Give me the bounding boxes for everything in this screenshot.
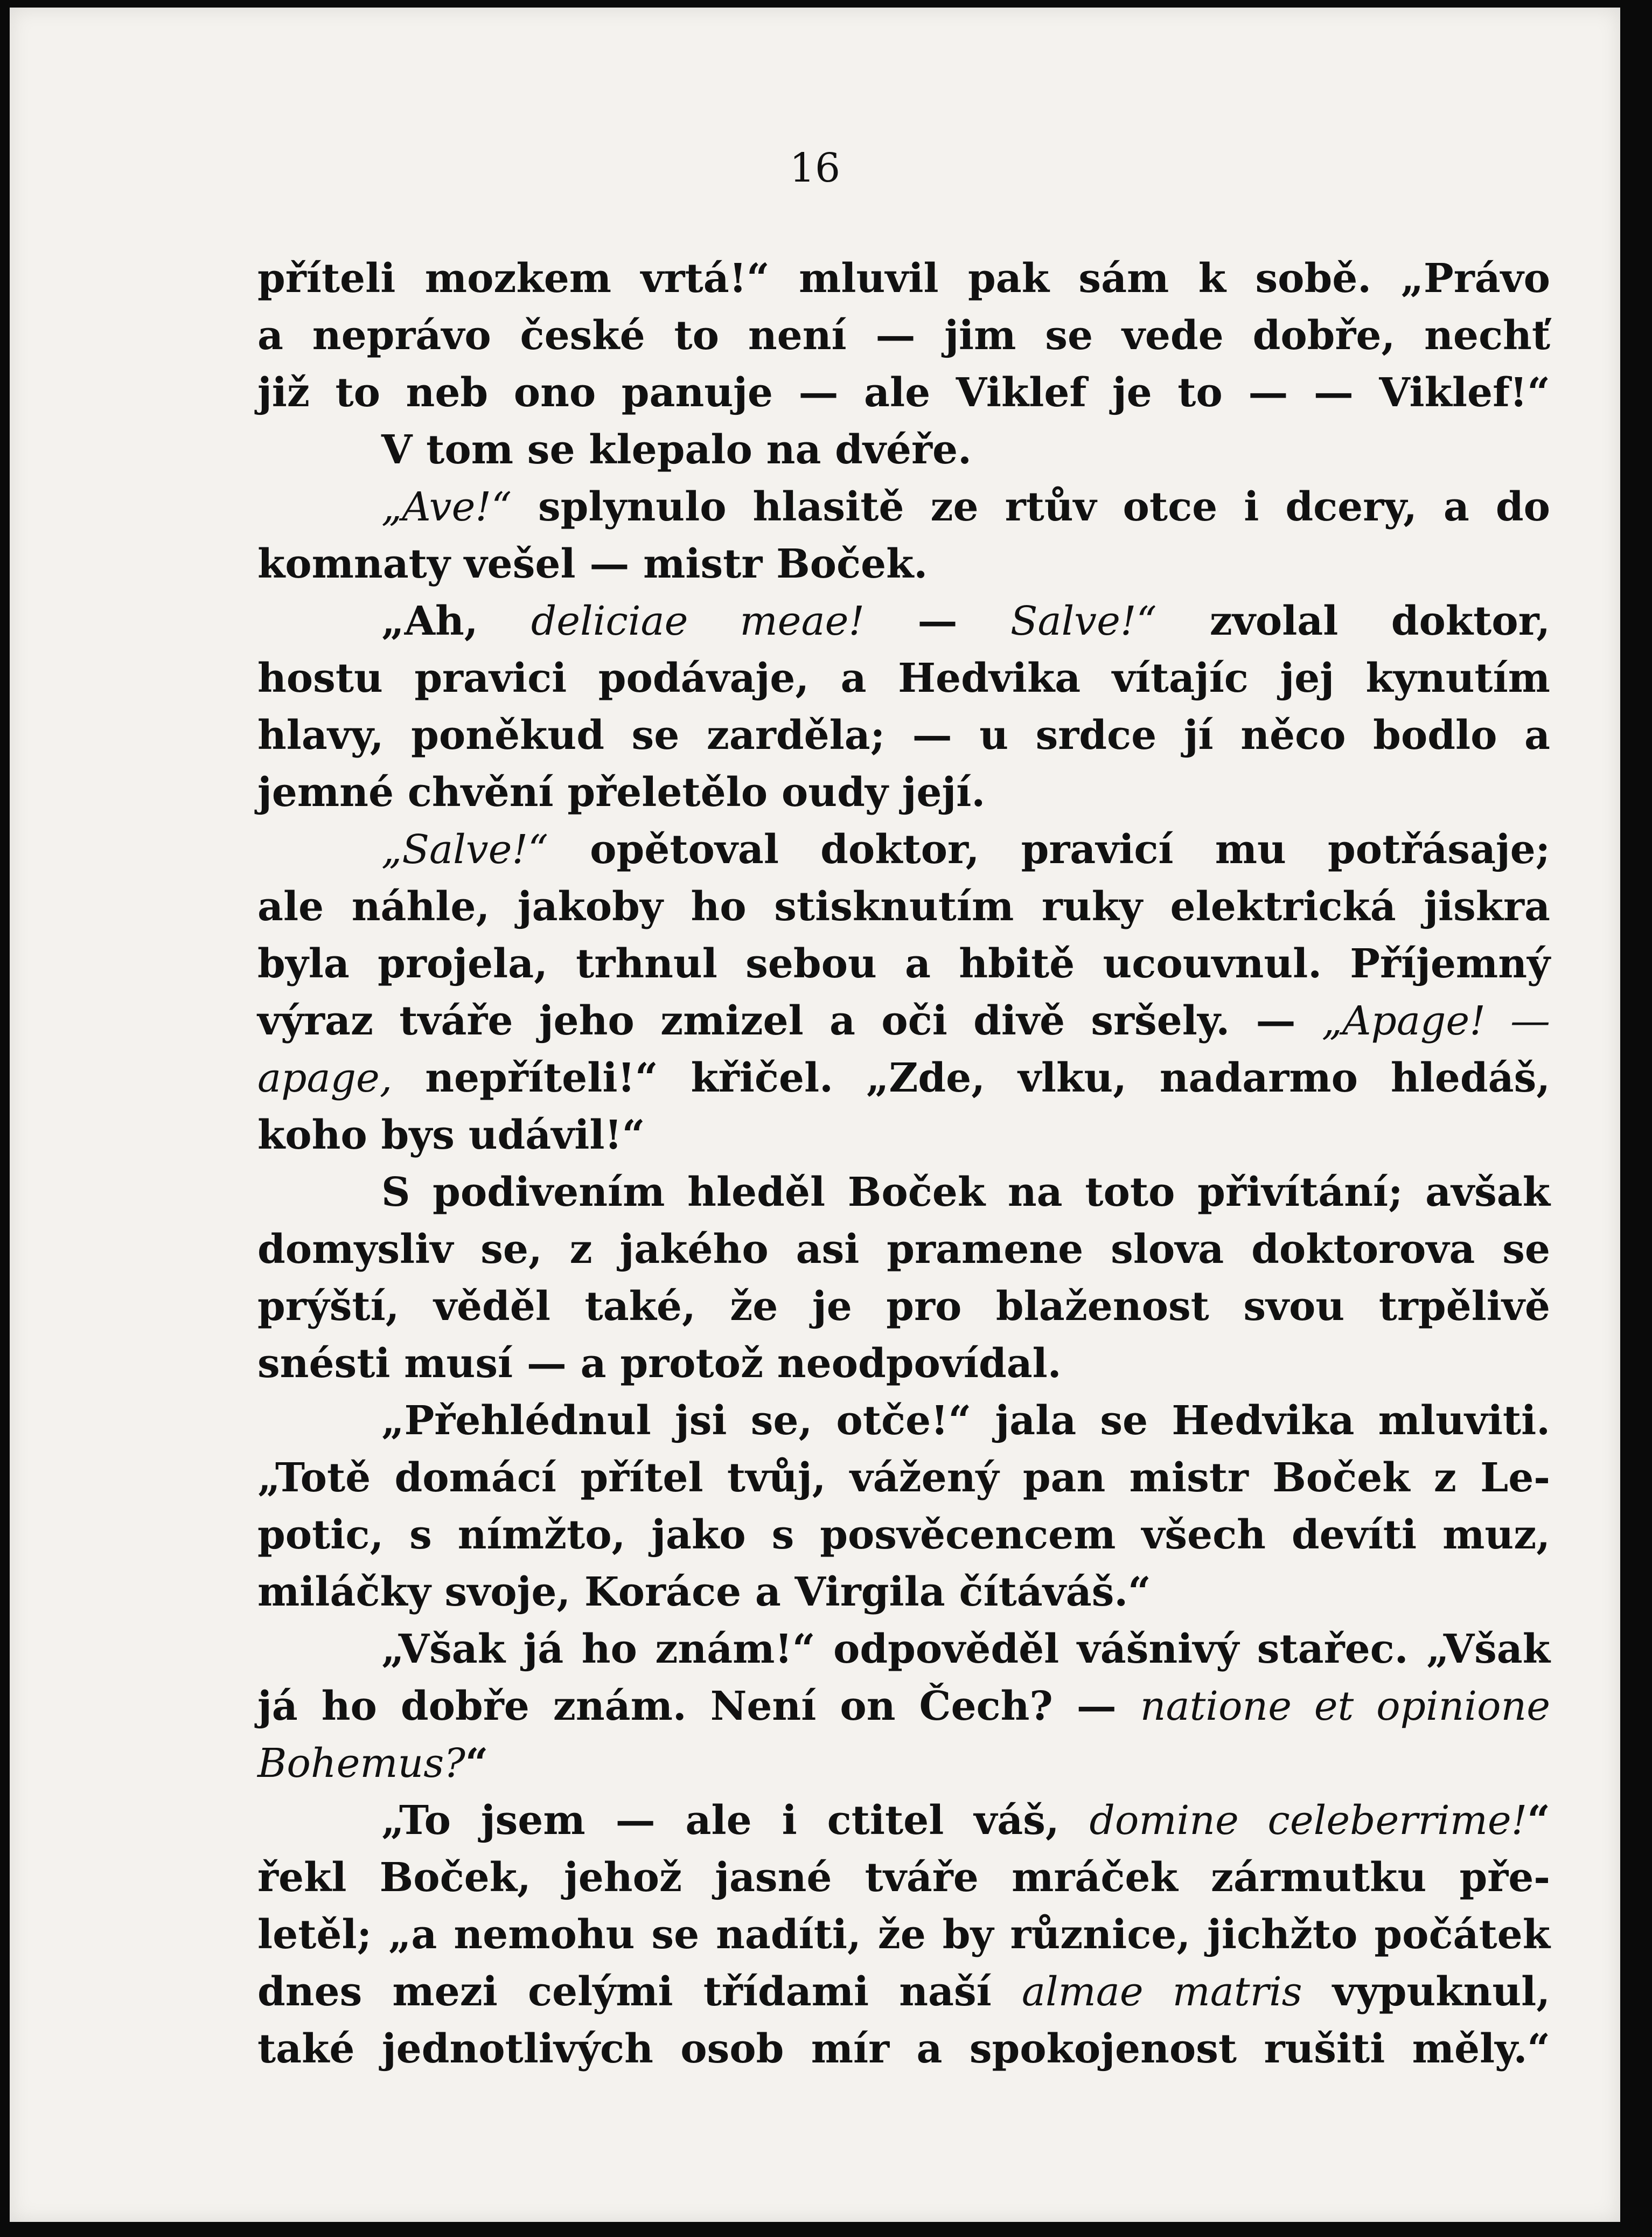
text-line <box>257 707 1550 764</box>
text-segment: S podivením hleděl Boček na toto přivítání; avšak <box>381 1169 1550 1215</box>
text-segment: ale náhle, jakoby ho stisknutím ruky elektrická jiskra <box>257 884 1550 930</box>
text-line <box>257 1735 1550 1792</box>
text-line <box>257 1449 1550 1506</box>
text-line <box>257 421 1550 478</box>
text-segment: „Přehlédnul jsi se, otče!“ jala se Hedvika mluviti. <box>381 1398 1550 1444</box>
text-segment: „Totě domácí přítel tvůj, vážený pan mistr Boček z Le- <box>257 1455 1550 1501</box>
text-line <box>257 935 1550 992</box>
italic-text: „Apage! — <box>1321 998 1550 1044</box>
text-line <box>257 1849 1550 1906</box>
text-line <box>257 764 1550 821</box>
text-line <box>257 478 1550 536</box>
text-segment: příteli mozkem vrtá!“ mluvil pak sám k sobě. „Právo <box>257 255 1550 302</box>
text-line <box>257 1392 1550 1449</box>
italic-text: deliciae meae! <box>531 598 865 644</box>
italic-text: Salve!“ <box>1010 598 1157 644</box>
text-segment: „Ah, <box>381 598 531 644</box>
italic-text: almae matris <box>1021 1969 1302 2015</box>
text-line <box>257 250 1550 307</box>
text-segment: hostu pravici podávaje, a Hedvika vítajíc jej kynutím <box>257 655 1550 701</box>
text-segment: také jednotlivých osob mír a spokojenost rušiti měly.“ <box>257 2026 1550 2072</box>
text-line <box>257 1621 1550 1678</box>
italic-text: „Salve!“ <box>381 826 548 873</box>
text-segment: jemné chvění přeletělo oudy její. <box>257 769 986 816</box>
page-number: 16 <box>789 145 841 191</box>
text-line <box>257 1278 1550 1335</box>
text-segment: — <box>865 598 1010 644</box>
text-segment: snésti musí — a protož neodpovídal. <box>257 1340 1062 1387</box>
text-segment: výraz tváře jeho zmizel a oči divě sršely. — <box>257 998 1322 1044</box>
text-line <box>257 1792 1550 1849</box>
text-line <box>257 2020 1550 2078</box>
text-segment: “ <box>1527 1797 1550 1844</box>
text-line <box>257 1678 1550 1735</box>
text-segment: již to neb ono panuje — ale Viklef je to — — Viklef!“ <box>257 370 1550 416</box>
text-segment: „To jsem — ale i ctitel váš, <box>381 1797 1090 1844</box>
text-segment: komnaty vešel — mistr Boček. <box>257 541 928 587</box>
italic-text: „Ave!“ <box>381 484 512 530</box>
text-segment: prýští, věděl také, že je pro blaženost svou trpělivě <box>257 1283 1550 1330</box>
text-line <box>257 536 1550 593</box>
text-line <box>257 1164 1550 1221</box>
text-line <box>257 1564 1550 1621</box>
text-segment: a neprávo české to není — jim se vede dobře, nechť <box>257 312 1550 359</box>
text-segment: nepříteli!“ křičel. „Zde, vlku, nadarmo hledáš, <box>392 1055 1550 1101</box>
text-line <box>257 878 1550 935</box>
text-segment: splynulo hlasitě ze rtův otce i dcery, a do <box>511 484 1550 530</box>
text-line <box>257 1906 1550 1963</box>
text-segment: domysliv se, z jakého asi pramene slova doktorova se <box>257 1226 1550 1273</box>
text-line <box>257 307 1550 364</box>
text-segment: dnes mezi celými třídami naší <box>257 1969 1022 2015</box>
text-segment: vypuknul, <box>1302 1969 1550 2015</box>
text-segment: řekl Boček, jehož jasné tváře mráček zármutku pře- <box>257 1854 1550 1901</box>
text-segment: letěl; „a nemohu se nadíti, že by různice, jichžto počátek <box>257 1912 1550 1958</box>
text-segment: potic, s nímžto, jako s posvěcencem všech devíti muz, <box>257 1512 1550 1558</box>
text-line <box>257 364 1550 421</box>
text-line <box>257 593 1550 650</box>
text-segment: „Však já ho znám!“ odpověděl vášnivý stařec. „Však <box>381 1626 1550 1672</box>
text-segment: miláčky svoje, Koráce a Virgila čítáváš.“ <box>257 1569 1151 1615</box>
text-segment: V tom se klepalo na dvéře. <box>381 427 972 473</box>
book-page <box>10 8 1620 2222</box>
text-segment: byla projela, trhnul sebou a hbitě ucouvnul. Příjemný <box>257 941 1550 987</box>
text-line <box>257 650 1550 707</box>
text-line <box>257 1050 1550 1107</box>
text-line <box>257 1506 1550 1564</box>
text-line <box>257 821 1550 878</box>
text-segment: koho bys udávil!“ <box>257 1112 645 1158</box>
text-segment: opětoval doktor, pravicí mu potřásaje; <box>548 826 1550 873</box>
body-text <box>257 250 1550 2078</box>
text-line <box>257 992 1550 1050</box>
italic-text: Bohemus? <box>257 1740 465 1787</box>
text-segment: já ho dobře znám. Není on Čech? — <box>257 1683 1140 1729</box>
italic-text: apage, <box>257 1055 393 1101</box>
text-line <box>257 1221 1550 1278</box>
text-line <box>257 1107 1550 1164</box>
text-line <box>257 1963 1550 2020</box>
italic-text: domine celeberrime! <box>1089 1797 1528 1844</box>
text-segment: “ <box>465 1740 489 1787</box>
text-segment: zvolal doktor, <box>1156 598 1550 644</box>
text-line <box>257 1335 1550 1392</box>
text-segment: hlavy, poněkud se zarděla; — u srdce jí něco bodlo a <box>257 712 1550 759</box>
italic-text: natione et opinione <box>1140 1683 1550 1729</box>
